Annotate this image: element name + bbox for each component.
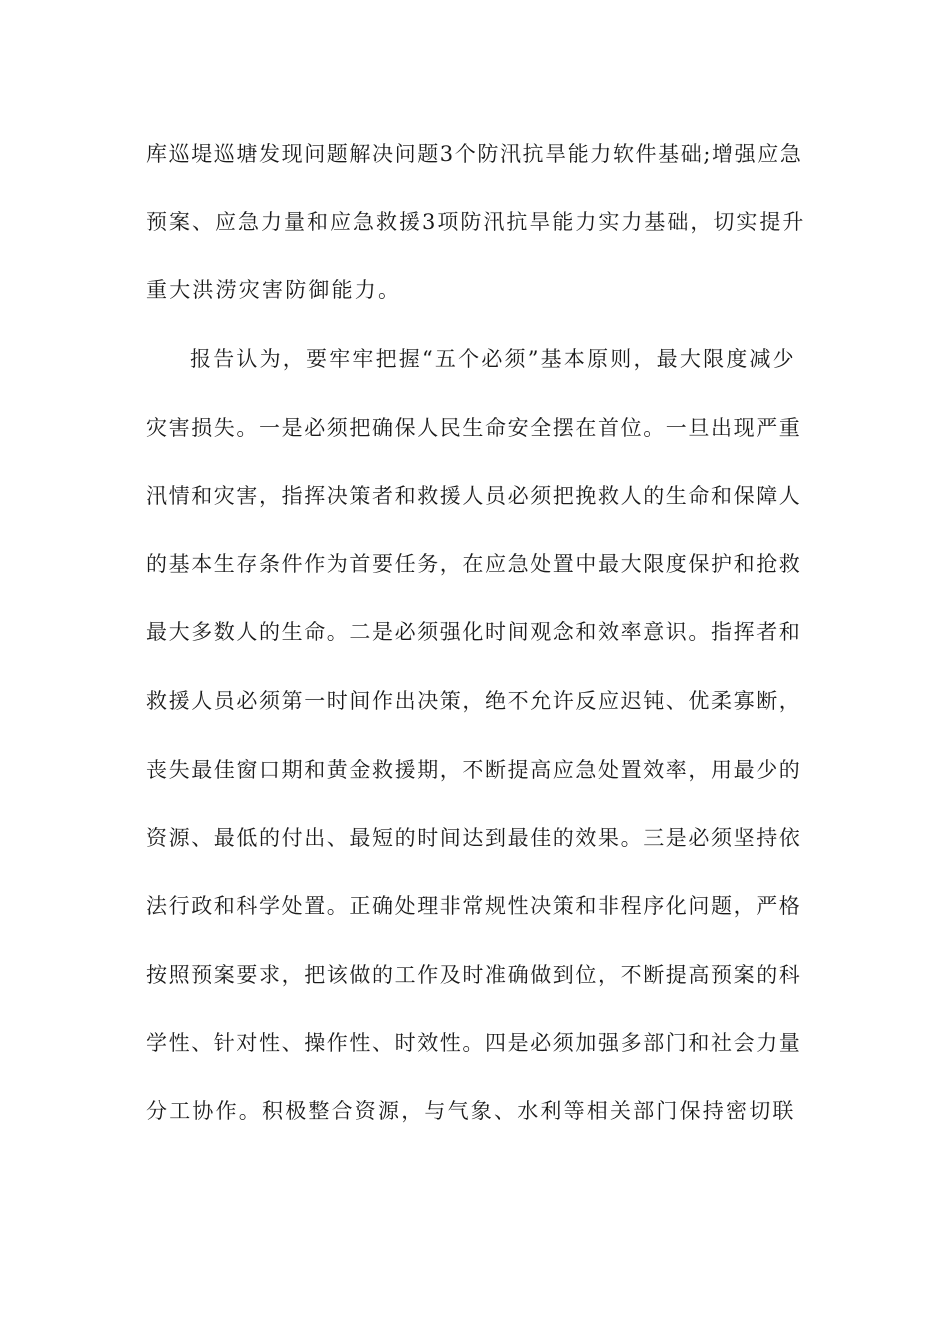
- text-line-11: 资源、最低的付出、最短的时间达到最佳的效果。三是必须坚持依: [146, 826, 802, 850]
- text-line-14: 学性、针对性、操作性、时效性。四是必须加强多部门和社会力量: [146, 1031, 802, 1055]
- text-line-4: 报告认为，要牢牢把握“五个必须”基本原则，最大限度减少: [190, 347, 796, 371]
- text-line-6: 汛情和灾害，指挥决策者和救援人员必须把挽救人的生命和保障人: [146, 484, 802, 508]
- text-line-5: 灾害损失。一是必须把确保人民生命安全摆在首位。一旦出现严重: [146, 416, 802, 440]
- text-line-13: 按照预案要求，把该做的工作及时准确做到位，不断提高预案的科: [146, 963, 802, 987]
- text-line-7: 的基本生存条件作为首要任务，在应急处置中最大限度保护和抢救: [146, 552, 802, 576]
- text-line-2: 预案、应急力量和应急救援3项防汛抗旱能力实力基础，切实提升: [146, 210, 806, 234]
- text-line-9: 救援人员必须第一时间作出决策，绝不允许反应迟钝、优柔寡断，: [146, 689, 802, 713]
- text-line-12: 法行政和科学处置。正确处理非常规性决策和非程序化问题，严格: [146, 894, 802, 918]
- text-line-10: 丧失最佳窗口期和黄金救援期，不断提高应急处置效率，用最少的: [146, 758, 802, 782]
- text-line-15: 分工协作。积极整合资源，与气象、水利等相关部门保持密切联: [146, 1099, 796, 1123]
- text-line-8: 最大多数人的生命。二是必须强化时间观念和效率意识。指挥者和: [146, 620, 802, 644]
- text-line-1: 库巡堤巡塘发现问题解决问题3个防汛抗旱能力软件基础;增强应急: [146, 142, 803, 166]
- text-line-3: 重大洪涝灾害防御能力。: [146, 278, 402, 302]
